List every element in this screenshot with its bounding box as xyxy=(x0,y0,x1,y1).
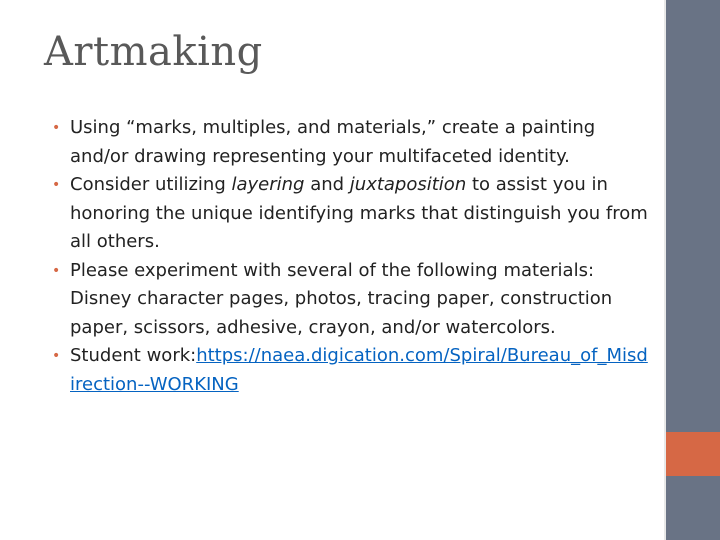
bullet-text xyxy=(70,345,648,395)
bullet-text-italic-layering: layering xyxy=(231,174,305,195)
bullet-text: Using “marks, multiples, and materials,” create a painting and/or drawing representing your multifaceted identity. xyxy=(70,117,596,167)
bullet-text-prefix: Consider utilizing xyxy=(70,174,232,195)
bullet-list xyxy=(52,114,652,399)
decorative-sidebar xyxy=(666,0,720,540)
bullet-item xyxy=(52,257,652,343)
student-work-label: Student work: xyxy=(70,345,197,366)
sidebar-gray-band-bottom xyxy=(666,476,720,540)
bullet-text-middle: and xyxy=(304,174,350,195)
bullet-item xyxy=(52,342,652,399)
sidebar-gray-band xyxy=(666,0,720,432)
bullet-icon: • xyxy=(52,348,61,364)
bullet-icon: • xyxy=(52,120,61,136)
student-work-link[interactable]: https://naea.digication.com/Spiral/Bureau_of_Misdirection--WORKING xyxy=(70,345,648,395)
sidebar-accent-band xyxy=(666,432,720,476)
bullet-item xyxy=(52,114,652,171)
bullet-text-italic-juxtaposition: juxtaposition xyxy=(349,174,467,195)
bullet-text-suffix: to assist you in honoring the unique identifying marks that distinguish you from all others. xyxy=(70,174,648,252)
bullet-text xyxy=(70,174,648,252)
bullet-item xyxy=(52,171,652,257)
bullet-icon: • xyxy=(52,262,61,279)
slide-title: Artmaking xyxy=(44,29,263,75)
bullet-icon: • xyxy=(52,177,61,193)
bullet-text: Please experiment with several of the following materials: Disney character pages, photos, tracing paper, construction paper, scissors, adhesive, crayon, and/or watercolors. xyxy=(70,259,613,338)
